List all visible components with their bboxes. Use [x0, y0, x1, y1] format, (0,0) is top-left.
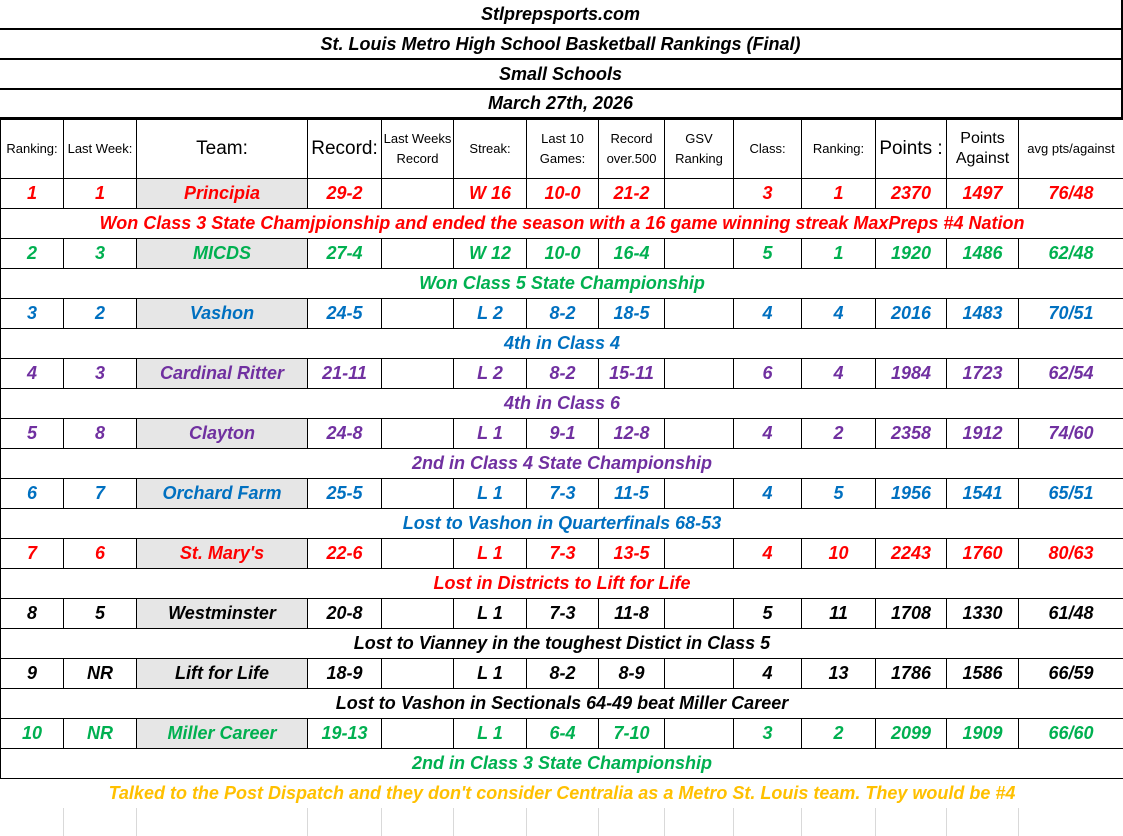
streak-cell[interactable]: L 2 [454, 299, 527, 329]
header-class-ranking[interactable]: Ranking: [802, 120, 876, 179]
last-week-cell[interactable]: 7 [64, 479, 137, 509]
table-row [1, 239, 1123, 269]
points-cell[interactable]: 2016 [876, 299, 947, 329]
over500-cell[interactable]: 13-5 [599, 539, 665, 569]
avg-cell[interactable]: 61/48 [1019, 599, 1123, 629]
avg-cell[interactable]: 76/48 [1019, 179, 1123, 209]
header-class[interactable]: Class: [734, 120, 802, 179]
streak-cell[interactable]: L 1 [454, 659, 527, 689]
against-cell[interactable]: 1586 [947, 659, 1019, 689]
note-row [1, 569, 1123, 599]
gsv-cell[interactable] [665, 419, 734, 449]
note-row [1, 629, 1123, 659]
rank-cell[interactable]: 7 [1, 539, 64, 569]
header-points[interactable]: Points : [876, 120, 947, 179]
table-row [1, 419, 1123, 449]
header-last-weeks-record[interactable]: Last Weeks Record [382, 120, 454, 179]
header-points-against[interactable]: Points Against [947, 120, 1019, 179]
streak-cell[interactable]: L 1 [454, 419, 527, 449]
class-cell[interactable]: 4 [734, 479, 802, 509]
over500-cell[interactable]: 11-8 [599, 599, 665, 629]
last10-cell[interactable]: 10-0 [527, 239, 599, 269]
against-cell[interactable]: 1912 [947, 419, 1019, 449]
class-rank-cell[interactable]: 1 [802, 179, 876, 209]
record-cell[interactable]: 18-9 [308, 659, 382, 689]
table-row [1, 179, 1123, 209]
table-row [1, 599, 1123, 629]
streak-cell[interactable]: L 1 [454, 599, 527, 629]
streak-cell[interactable]: L 1 [454, 719, 527, 749]
record-cell[interactable]: 24-8 [308, 419, 382, 449]
avg-cell[interactable]: 70/51 [1019, 299, 1123, 329]
points-cell[interactable]: 1956 [876, 479, 947, 509]
team-note[interactable]: 2nd in Class 3 State Championship [1, 749, 1123, 779]
avg-cell[interactable]: 62/48 [1019, 239, 1123, 269]
last-week-cell[interactable]: 3 [64, 239, 137, 269]
team-note[interactable]: 4th in Class 6 [1, 389, 1123, 419]
last-week-cell[interactable]: NR [64, 719, 137, 749]
record-cell[interactable]: 24-5 [308, 299, 382, 329]
points-cell[interactable]: 2370 [876, 179, 947, 209]
rank-cell[interactable]: 10 [1, 719, 64, 749]
gsv-cell[interactable] [665, 179, 734, 209]
points-cell[interactable]: 2358 [876, 419, 947, 449]
footer-note[interactable]: Talked to the Post Dispatch and they don't consider Centralia as a Metro St. Louis team. They would be #4 [108, 783, 1016, 803]
over500-cell[interactable]: 21-2 [599, 179, 665, 209]
points-cell[interactable]: 1786 [876, 659, 947, 689]
last-week-cell[interactable]: 5 [64, 599, 137, 629]
class-rank-cell[interactable]: 2 [802, 719, 876, 749]
team-note[interactable]: Lost in Districts to Lift for Life [1, 569, 1123, 599]
last10-cell[interactable]: 7-3 [527, 479, 599, 509]
against-cell[interactable]: 1909 [947, 719, 1019, 749]
against-cell[interactable]: 1483 [947, 299, 1019, 329]
last-weeks-record-cell[interactable] [382, 599, 454, 629]
class-rank-cell[interactable]: 2 [802, 419, 876, 449]
over500-cell[interactable]: 11-5 [599, 479, 665, 509]
team-cell[interactable]: Westminster [137, 599, 308, 629]
rank-cell[interactable]: 5 [1, 419, 64, 449]
avg-cell[interactable]: 62/54 [1019, 359, 1123, 389]
team-cell[interactable]: Cardinal Ritter [137, 359, 308, 389]
last-week-cell[interactable]: 3 [64, 359, 137, 389]
grid-line [381, 808, 382, 836]
header-record-over-500[interactable]: Record over.500 [599, 120, 665, 179]
team-cell[interactable]: Clayton [137, 419, 308, 449]
gsv-cell[interactable] [665, 659, 734, 689]
grid-line [1018, 808, 1019, 836]
rank-cell[interactable]: 4 [1, 359, 64, 389]
avg-cell[interactable]: 65/51 [1019, 479, 1123, 509]
class-cell[interactable]: 3 [734, 719, 802, 749]
against-cell[interactable]: 1723 [947, 359, 1019, 389]
table-row [1, 539, 1123, 569]
avg-cell[interactable]: 66/60 [1019, 719, 1123, 749]
team-cell[interactable]: Principia [137, 179, 308, 209]
header-gsv-ranking[interactable]: GSV Ranking [665, 120, 734, 179]
division-title[interactable]: Small Schools [0, 60, 1123, 90]
team-cell[interactable]: Miller Career [137, 719, 308, 749]
gsv-cell[interactable] [665, 299, 734, 329]
against-cell[interactable]: 1330 [947, 599, 1019, 629]
class-cell[interactable]: 6 [734, 359, 802, 389]
over500-cell[interactable]: 16-4 [599, 239, 665, 269]
rankings-title[interactable]: St. Louis Metro High School Basketball Rankings (Final) [0, 30, 1123, 60]
grid-line [598, 808, 599, 836]
header-avg[interactable]: avg pts/against [1019, 120, 1123, 179]
points-cell[interactable]: 2243 [876, 539, 947, 569]
record-cell[interactable]: 21-11 [308, 359, 382, 389]
note-row [1, 389, 1123, 419]
last-weeks-record-cell[interactable] [382, 299, 454, 329]
team-cell[interactable]: St. Mary's [137, 539, 308, 569]
note-row [1, 269, 1123, 299]
team-note[interactable]: Won Class 3 State Chamjpionship and ended the season with a 16 game winning streak MaxPreps #4 Nation [1, 209, 1123, 239]
last-week-cell[interactable]: 6 [64, 539, 137, 569]
team-cell[interactable]: Lift for Life [137, 659, 308, 689]
grid-line [946, 808, 947, 836]
note-row [1, 449, 1123, 479]
over500-cell[interactable]: 8-9 [599, 659, 665, 689]
gsv-cell[interactable] [665, 359, 734, 389]
avg-cell[interactable]: 74/60 [1019, 419, 1123, 449]
site-title[interactable]: Stlprepsports.com [0, 0, 1123, 30]
class-rank-cell[interactable]: 5 [802, 479, 876, 509]
header-ranking[interactable]: Ranking: [1, 120, 64, 179]
team-note[interactable]: Lost to Vashon in Quarterfinals 68-53 [1, 509, 1123, 539]
against-cell[interactable]: 1486 [947, 239, 1019, 269]
header-streak[interactable]: Streak: [454, 120, 527, 179]
team-note[interactable]: 2nd in Class 4 State Championship [1, 449, 1123, 479]
empty-grid-row [0, 808, 1123, 836]
team-note[interactable]: 4th in Class 4 [1, 329, 1123, 359]
table-row [1, 659, 1123, 689]
last-week-cell[interactable]: 1 [64, 179, 137, 209]
last10-cell[interactable]: 10-0 [527, 179, 599, 209]
last-weeks-record-cell[interactable] [382, 479, 454, 509]
rank-cell[interactable]: 2 [1, 239, 64, 269]
grid-line [875, 808, 876, 836]
last10-cell[interactable]: 8-2 [527, 659, 599, 689]
note-row [1, 689, 1123, 719]
class-cell[interactable]: 4 [734, 299, 802, 329]
points-cell[interactable]: 1984 [876, 359, 947, 389]
last-weeks-record-cell[interactable] [382, 539, 454, 569]
last-weeks-record-cell[interactable] [382, 719, 454, 749]
table-row [1, 359, 1123, 389]
last10-cell[interactable]: 7-3 [527, 539, 599, 569]
record-cell[interactable]: 27-4 [308, 239, 382, 269]
note-row [1, 329, 1123, 359]
last-weeks-record-cell[interactable] [382, 179, 454, 209]
grid-line [526, 808, 527, 836]
rank-cell[interactable]: 8 [1, 599, 64, 629]
header-last-week[interactable]: Last Week: [64, 120, 137, 179]
table-row [1, 299, 1123, 329]
last10-cell[interactable]: 8-2 [527, 359, 599, 389]
gsv-cell[interactable] [665, 539, 734, 569]
note-row [1, 749, 1123, 779]
class-rank-cell[interactable]: 1 [802, 239, 876, 269]
last-week-cell[interactable]: 8 [64, 419, 137, 449]
over500-cell[interactable]: 12-8 [599, 419, 665, 449]
streak-cell[interactable]: W 12 [454, 239, 527, 269]
last-weeks-record-cell[interactable] [382, 239, 454, 269]
avg-cell[interactable]: 80/63 [1019, 539, 1123, 569]
rankings-table [0, 119, 1123, 808]
streak-cell[interactable]: L 1 [454, 479, 527, 509]
class-cell[interactable]: 4 [734, 419, 802, 449]
last-weeks-record-cell[interactable] [382, 359, 454, 389]
record-cell[interactable]: 22-6 [308, 539, 382, 569]
record-cell[interactable]: 25-5 [308, 479, 382, 509]
table-row [1, 479, 1123, 509]
header-record[interactable]: Record: [308, 120, 382, 179]
gsv-cell[interactable] [665, 599, 734, 629]
class-rank-cell[interactable]: 4 [802, 359, 876, 389]
class-cell[interactable]: 4 [734, 659, 802, 689]
team-cell[interactable]: MICDS [137, 239, 308, 269]
gsv-cell[interactable] [665, 479, 734, 509]
rank-cell[interactable]: 1 [1, 179, 64, 209]
record-cell[interactable]: 19-13 [308, 719, 382, 749]
note-row [1, 509, 1123, 539]
last-weeks-record-cell[interactable] [382, 659, 454, 689]
over500-cell[interactable]: 18-5 [599, 299, 665, 329]
class-rank-cell[interactable]: 4 [802, 299, 876, 329]
team-note[interactable]: Lost to Vianney in the toughest Distict in Class 5 [1, 629, 1123, 659]
class-cell[interactable]: 5 [734, 599, 802, 629]
note-row [1, 209, 1123, 239]
over500-cell[interactable]: 15-11 [599, 359, 665, 389]
streak-cell[interactable]: W 16 [454, 179, 527, 209]
date-title[interactable]: March 27th, 2026 [0, 90, 1123, 119]
rank-cell[interactable]: 9 [1, 659, 64, 689]
header-row [1, 120, 1123, 179]
grid-line [307, 808, 308, 836]
table-row [1, 719, 1123, 749]
last10-cell[interactable]: 9-1 [527, 419, 599, 449]
class-cell[interactable]: 5 [734, 239, 802, 269]
last-week-cell[interactable]: 2 [64, 299, 137, 329]
class-rank-cell[interactable]: 13 [802, 659, 876, 689]
avg-cell[interactable]: 66/59 [1019, 659, 1123, 689]
team-cell[interactable]: Orchard Farm [137, 479, 308, 509]
grid-line [801, 808, 802, 836]
team-note[interactable]: Lost to Vashon in Sectionals 64-49 beat Miller Career [1, 689, 1123, 719]
gsv-cell[interactable] [665, 239, 734, 269]
class-rank-cell[interactable]: 10 [802, 539, 876, 569]
grid-line [136, 808, 137, 836]
last-week-cell[interactable]: NR [64, 659, 137, 689]
record-cell[interactable]: 29-2 [308, 179, 382, 209]
team-cell[interactable]: Vashon [137, 299, 308, 329]
gsv-cell[interactable] [665, 719, 734, 749]
grid-line [664, 808, 665, 836]
grid-line [733, 808, 734, 836]
against-cell[interactable]: 1541 [947, 479, 1019, 509]
last-weeks-record-cell[interactable] [382, 419, 454, 449]
rank-cell[interactable]: 3 [1, 299, 64, 329]
rank-cell[interactable]: 6 [1, 479, 64, 509]
streak-cell[interactable]: L 1 [454, 539, 527, 569]
grid-line [453, 808, 454, 836]
footer-row [1, 779, 1123, 809]
class-cell[interactable]: 4 [734, 539, 802, 569]
header-last10[interactable]: Last 10 Games: [527, 120, 599, 179]
last10-cell[interactable]: 8-2 [527, 299, 599, 329]
against-cell[interactable]: 1760 [947, 539, 1019, 569]
last10-cell[interactable]: 6-4 [527, 719, 599, 749]
team-note[interactable]: Won Class 5 State Championship [1, 269, 1123, 299]
header-team[interactable]: Team: [137, 120, 308, 179]
record-cell[interactable]: 20-8 [308, 599, 382, 629]
points-cell[interactable]: 2099 [876, 719, 947, 749]
over500-cell[interactable]: 7-10 [599, 719, 665, 749]
points-cell[interactable]: 1708 [876, 599, 947, 629]
points-cell[interactable]: 1920 [876, 239, 947, 269]
class-rank-cell[interactable]: 11 [802, 599, 876, 629]
grid-line [63, 808, 64, 836]
streak-cell[interactable]: L 2 [454, 359, 527, 389]
against-cell[interactable]: 1497 [947, 179, 1019, 209]
last10-cell[interactable]: 7-3 [527, 599, 599, 629]
class-cell[interactable]: 3 [734, 179, 802, 209]
